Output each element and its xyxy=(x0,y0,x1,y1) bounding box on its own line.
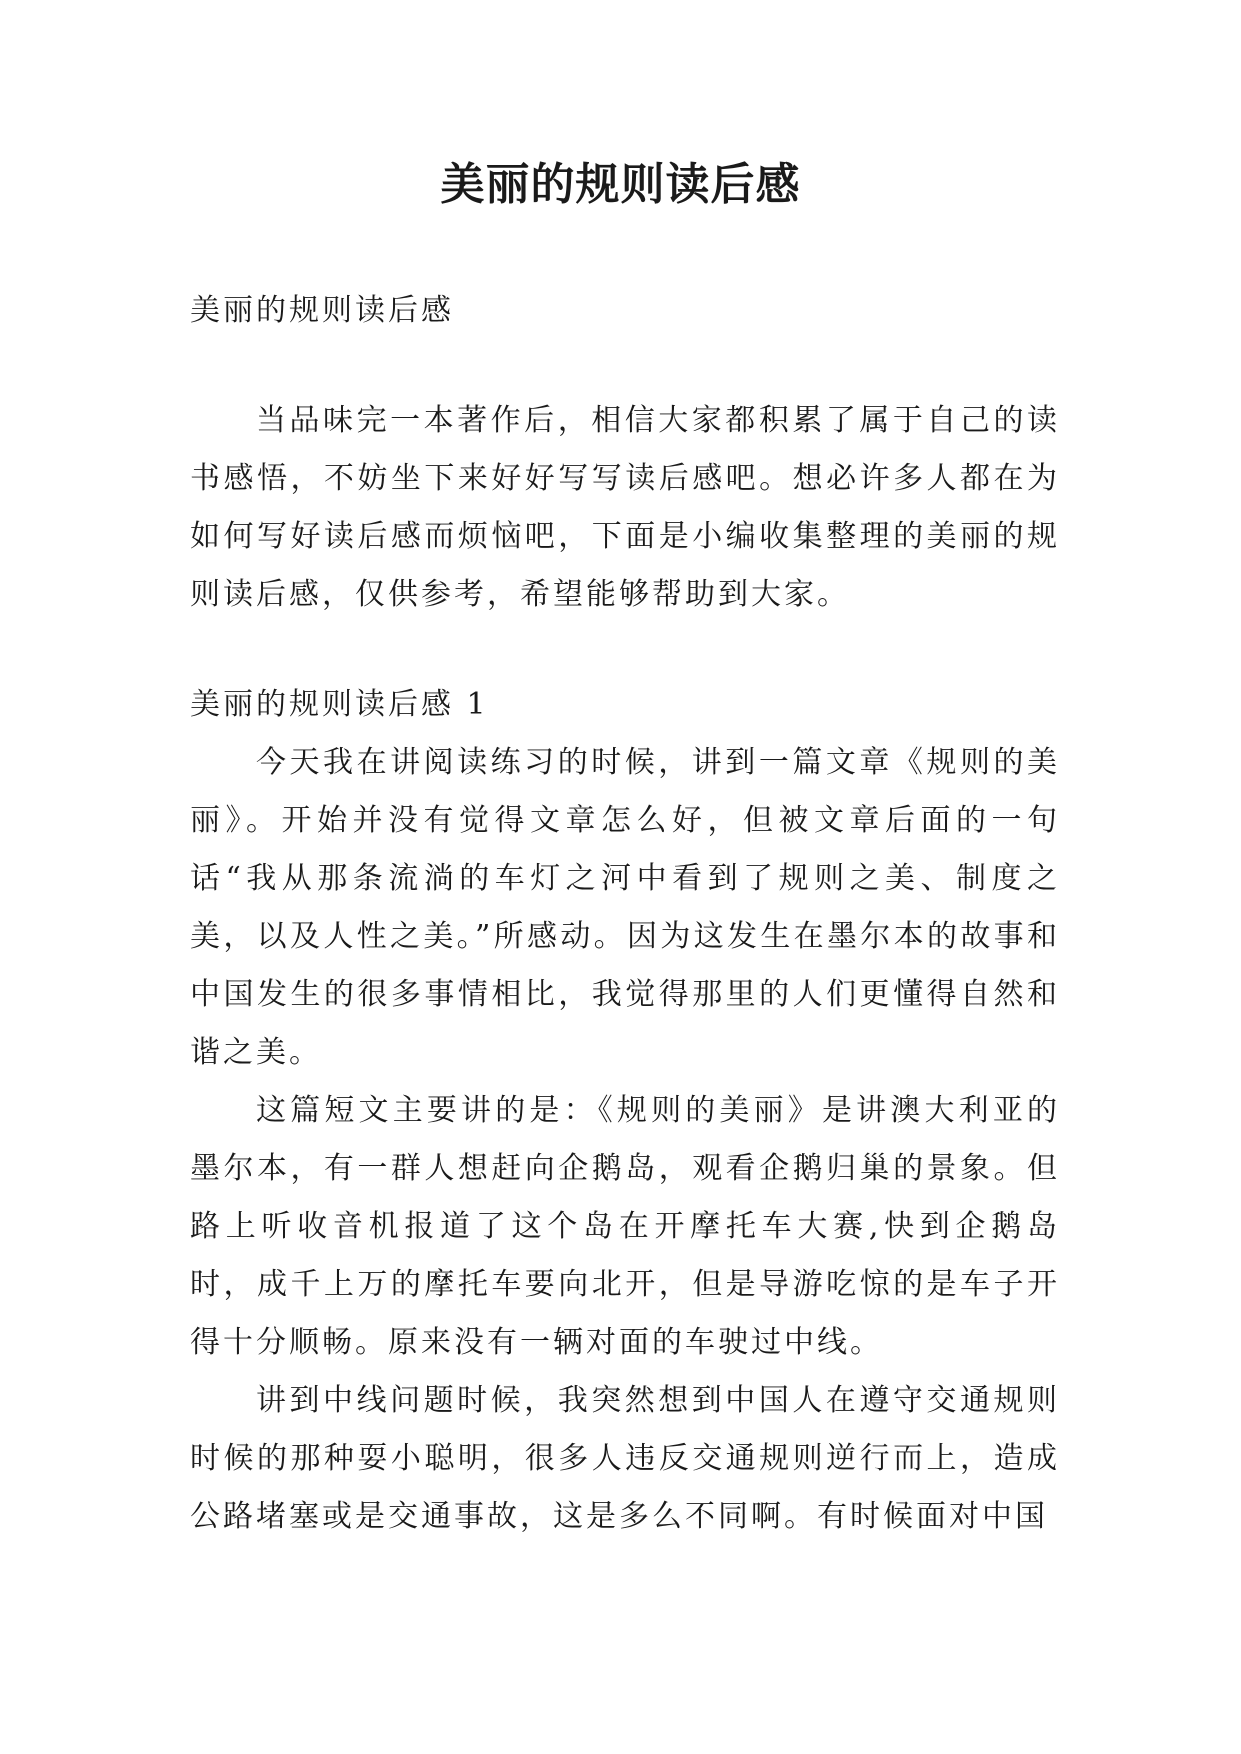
document-body xyxy=(190,282,1060,1546)
document-subtitle: 美丽的规则读后感 xyxy=(190,293,454,328)
spacer xyxy=(190,624,1060,676)
intro-paragraph: 当品味完一本著作后，相信大家都积累了属于自己的读书感悟，不妨坐下来好好写写读后感吧。想必许多人都在为如何写好读后感而烦恼吧，下面是小编收集整理的美丽的规则读后感，仅供参考，希望能够帮助到大家。 xyxy=(190,403,1060,612)
body-paragraph-1: 今天我在讲阅读练习的时候，讲到一篇文章《规则的美丽》。开始并没有觉得文章怎么好，但被文章后面的一句话“我从那条流淌的车灯之河中看到了规则之美、制度之美，以及人性之美。”所感动。因为这发生在墨尔本的故事和中国发生的很多事情相比，我觉得那里的人们更懂得自然和谐之美。 xyxy=(190,745,1060,1070)
section-heading: 美丽的规则读后感 1 xyxy=(190,687,489,722)
body-paragraph-2: 这篇短文主要讲的是：《规则的美丽》是讲澳大利亚的墨尔本，有一群人想赶向企鹅岛，观看企鹅归巢的景象。但路上听收音机报道了这个岛在开摩托车大赛,快到企鹅岛时，成千上万的摩托车要向北开，但是导游吃惊的是车子开得十分顺畅。原来没有一辆对面的车驶过中线。 xyxy=(190,1093,1060,1360)
document-title: 美丽的规则读后感 xyxy=(440,159,801,210)
spacer xyxy=(190,340,1060,392)
body-paragraph-3: 讲到中线问题时候，我突然想到中国人在遵守交通规则时候的那种耍小聪明，很多人违反交通规则逆行而上，造成公路堵塞或是交通事故，这是多么不同啊。有时候面对中国 xyxy=(190,1383,1060,1534)
